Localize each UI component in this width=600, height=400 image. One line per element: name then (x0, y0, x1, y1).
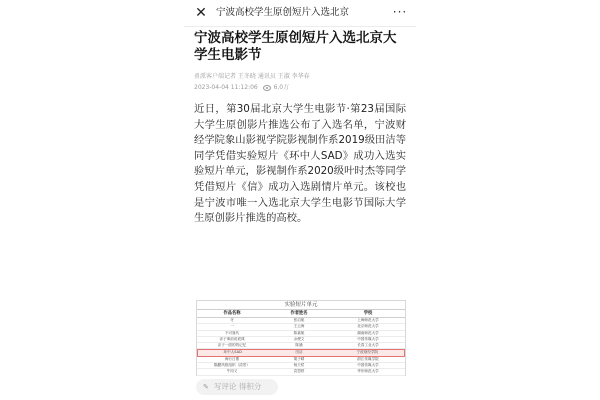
table-cell: 宁波财经学院 (356, 350, 379, 355)
article-date: 2023-04-04 11:12:06 (194, 84, 258, 91)
table-cell: 中国传媒大学 (357, 336, 379, 341)
table-cell: 浙江传媒学院 (357, 356, 379, 361)
table-cell: 海行日寨 (224, 356, 240, 361)
article-meta (194, 83, 406, 92)
table-cell: 陈嘉航 (293, 330, 305, 335)
table-cell: 一 (230, 324, 234, 329)
table-cell: 余俊文 (293, 336, 305, 341)
table-cell: 牙 (230, 318, 234, 322)
article-authors: 甬派客户端记者 王冬晓 通讯员 王淑 李华春 (194, 73, 310, 80)
close-icon[interactable]: ✕ (195, 5, 207, 21)
table-cell: 陈涵 (295, 343, 303, 348)
table-cell: 华东师范大学 (357, 369, 379, 374)
pencil-icon: ✎ (203, 383, 209, 391)
eye-icon (263, 85, 271, 91)
table-caption: 实验短片单元 (197, 301, 405, 310)
comment-input[interactable] (196, 379, 278, 395)
selection-table-image[interactable] (196, 300, 406, 378)
table-cell: 亲子一面的的记忆 (217, 343, 247, 348)
topbar-title: 宁波高校学生原创短片入选北京 (216, 7, 350, 18)
table-cell: 杨天骄 (293, 363, 305, 368)
table-cell: 袁思婷 (293, 369, 305, 374)
article-body: 近日，第30届北京大学生电影节·第23届国际大学生原创影片推选公布了入选名单，宁波财经学院象山影视学院影视制作系2019级田洁等同学凭借实验短片《环中人SAD》成功入选实验短片单元，影视制作系2020级叶时杰等同学凭借短片《信》成功入选剧情片单元。该校也是宁波市唯一入选北京大学生电影节国际大学生原创影片推选的高校。 (194, 103, 406, 225)
table-cell: 王云海 (293, 324, 305, 329)
table-cell: 牛同义 (226, 369, 238, 374)
table-header-cell: 作者姓名 (290, 311, 308, 316)
article-title: 宁波高校学生原创短片入选北京大学生电影节 (194, 30, 397, 63)
table-cell: 亲子事前说谎课 (219, 336, 245, 341)
table-cell: 隔膜风格组织（清景） (214, 363, 250, 368)
table-cell: 上海师范大学 (357, 318, 379, 322)
table-cell: 环中人SAD (223, 350, 242, 355)
article-views: 6.0万 (273, 84, 290, 91)
top-navigation-bar (184, 0, 416, 27)
table-header-cell: 作品名称 (223, 311, 241, 316)
table-body (197, 318, 405, 378)
more-icon[interactable]: ··· (392, 5, 408, 19)
table-cell: 北京师范大学 (357, 324, 379, 329)
table-cell: 胡子晴 (293, 356, 305, 361)
table-cell: 湖南师范大学 (357, 330, 379, 335)
comment-placeholder: 写评论 得积分 (214, 382, 262, 391)
bottom-comment-bar (184, 376, 416, 400)
table-row-highlighted (197, 349, 405, 356)
table-header-cell: 学校 (363, 311, 373, 316)
table-cell: 长春工业大学 (357, 343, 379, 348)
table-header (197, 310, 405, 318)
table-cell: 张启航 (293, 318, 305, 322)
article-content (194, 26, 406, 227)
table-cell: 中国传媒大学 (357, 363, 379, 368)
table-cell: 田洁 (295, 350, 303, 355)
table-cell: 不可靠代 (224, 330, 240, 335)
